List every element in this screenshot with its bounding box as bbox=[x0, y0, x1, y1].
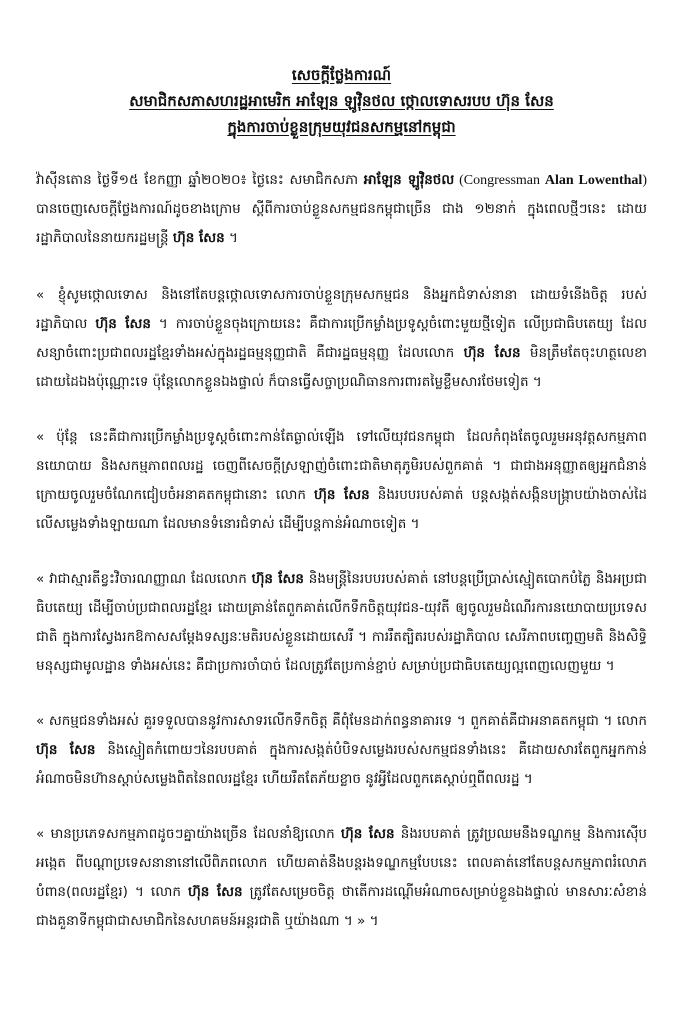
quote-text: និងស្មៀតកំពោយៗនៃរបបគាត់ ក្នុងការសង្កត់បំបិទសម្លេងរបស់សកម្មជនទាំងនេះ គឺដោយសារតែពួកអ្នកកាន់អំណាចមិនហ៊ានស្ដាប់សម្លេងពិតនៃពលរដ្ឋខ្មែរ ហើយរឹតតែភ័យខ្លាច នូវអ្វីដែលពួកគេស្ដាប់ឮពីពលរដ្ឋ ។ bbox=[36, 742, 647, 787]
quote-text: « វាជាស្មារតីខ្វះវិចារណញ្ញាណ ដែលលោក bbox=[36, 571, 252, 587]
congressman-name-kh: អាឡែន ឡូវ៉ិនថល bbox=[363, 172, 455, 188]
quote-paragraph-1 bbox=[36, 281, 647, 397]
quote-text: មិនត្រឹមតែចុះហត្ថលេខាដោយដៃឯងប៉ុណ្ណោះទេ ប៉ុន្តែលោកខ្លួនឯងផ្ទាល់ ក៏បានធ្វើសច្ចាប្រណិធានការពារតម្លៃខ្លឹមសារថែមទៀត ។ bbox=[36, 345, 647, 390]
intro-paragraph bbox=[36, 166, 647, 253]
intro-text-1: វ៉ាស៊ីនតោន ថ្ងៃទី១៥ ខែកញ្ញា ឆ្នាំ២០២០៖ ថ្ងៃនេះ សមាជិកសភា bbox=[36, 172, 364, 188]
statement-title bbox=[36, 62, 647, 140]
prime-minister-name: ហ៊ុន សែន bbox=[172, 230, 225, 246]
hun-sen-name: ហ៊ុន សែន bbox=[36, 742, 96, 758]
quote-text: « ប៉ុន្តែ នេះគឺជាការប្រើកម្លាំងប្រទូស្តចំពោះកាន់តែធ្ងាល់ឡើង ទៅលើយុវជនកម្ពុជា ដែលកំពុងតែចូលរួមអនុវត្តសកម្មភាពនយោបាយ និងសកម្មភាពពលរដ្ឋ ចេញពីសេចក្ដីស្រឡាញ់ចំពោះជាតិមាតុភូមិរបស់ពួកគាត់ ។ ជាជាងអនុញ្ញាតឲ្យអ្នកជំនាន់ក្រោយចូលរួមចំណែកជៀបចំអនាគតកម្ពុជានោះ លោក bbox=[36, 429, 647, 503]
quote-text: ។ ការចាប់ខ្លួនចុងក្រោយនេះ គឺជាការប្រើកម្លាំងប្រទូស្តចំពោះមួយថ្មីទៀត លើប្រជាធិបតេយ្យ ដែលសន្យាចំពោះប្រជាពលរដ្ឋខ្មែរទាំងអស់ក្នុងរដ្ឋធម្មនុញ្ញជាតិ គឺជារដ្ឋធម្មនុញ្ញ ដែលលោក bbox=[36, 316, 647, 361]
quote-text: និងរបបគាត់ ត្រូវប្រឈមនឹងទណ្ឌកម្ម និងការស៊ើបអង្កេត ពីបណ្ដាប្រទេសនានានៅលើពិភពលោក ហើយគាត់នឹងបន្តរងទណ្ឌកម្មបែបនេះ ពេលគាត់នៅតែបន្តសកម្មភាពរំលោភបំពាន(ពលរដ្ឋខ្មែរ) ។ លោក bbox=[36, 826, 647, 900]
title-line-3: ក្នុងការចាប់ខ្លួនក្រុមយុវជនសកម្មនៅកម្ពុជា bbox=[227, 118, 456, 136]
hun-sen-name: ហ៊ុន សែន bbox=[314, 487, 370, 503]
quote-text: ត្រូវតែសម្រេចចិត្ត ថាតើការដណ្ដើមអំណាចសម្រាប់ខ្លួនឯងផ្ទាល់ មានសារៈសំខាន់ជាងគួនាទីកម្ពុជាជាសមាជិកនៃសហគមន៍អន្តរជាតិ ឬយ៉ាងណា ។ » ។ bbox=[36, 884, 647, 929]
intro-text-end: ។ bbox=[224, 230, 238, 246]
quote-paragraph-2 bbox=[36, 423, 647, 539]
title-line-2: សមាជិកសភាសហរដ្ឋអាមេរិក អាឡែន ឡូវ៉ិនថល ថ្កោលទោសរបប ហ៊ុន សែន bbox=[129, 92, 554, 110]
quote-text: « សកម្មជនទាំងអស់ គួរទទួលបាននូវការសាទរលើកទឹកចិត្ត គឺពុំមែនដាក់ពន្ធនាគារទេ ។ ពួកគាត់គឺជាអនាគតកម្ពុជា ។ លោក bbox=[36, 713, 647, 729]
hun-sen-name: ហ៊ុន សែន bbox=[251, 571, 304, 587]
quote-paragraph-5 bbox=[36, 820, 647, 936]
hun-sen-name: ហ៊ុន សែន bbox=[95, 316, 151, 332]
quote-text: និងមន្ត្រីនៃរបបរបស់គាត់ នៅបន្តប្រើប្រាស់ស្មៀតបោកបំភ្លៃ និងអប្រជាធិបតេយ្យ ដើម្បីចាប់ប្រជាពលរដ្ឋខ្មែរ ដោយគ្រាន់តែពួកគាត់លើកទឹកចិត្តយុវជន-យុវតី ឲ្យចូលរួមដំណើរការនយោបាយប្រទេសជាតិ ក្នុងការស្វែងរកឱកាសសម្ដែងទស្សនៈមតិរបស់ខ្លួនដោយសេរី ។ ការរឹតត្បិតរបស់រដ្ឋាភិបាល សេរីភាពបញ្ចេញមតិ និងសិទ្ធិមនុស្សជាមូលដ្ឋាន ទាំងអស់នេះ គឺជាប្រការចាំបាច់ ដែលត្រូវតែប្រកាន់ខ្ជាប់ សម្រាប់ប្រជាធិបតេយ្យល្អពេញលេញមួយ ។ bbox=[36, 571, 647, 674]
hun-sen-name: ហ៊ុន សែន bbox=[340, 826, 395, 842]
intro-text-2: បានចេញសេចក្ដីថ្លែងការណ៍ដូចខាងក្រោម ស្ដីពីការចាប់ខ្លួនសកម្មជនកម្ពុជាច្រើន ជាង ១២នាក់ ក្នុងពេលថ្មីៗនេះ ដោយរដ្ឋាភិបាលនៃនាយករដ្ឋមន្ត្រី bbox=[36, 201, 647, 246]
hun-sen-name: ហ៊ុន សែន bbox=[463, 345, 521, 361]
hun-sen-name: ហ៊ុន សែន bbox=[187, 884, 243, 900]
quote-text: « មានប្រភេទសកម្មភាពដូចៗគ្នាយ៉ាងច្រើន ដែលនាំឱ្យលោក bbox=[36, 826, 341, 842]
quote-text: និងរបបរបស់គាត់ បន្តសង្កត់សង្កិនបង្ក្រាបយ៉ាងចាស់ដៃ លើសម្លេងទាំងឡាយណា ដែលមានទំនោរជំទាស់ ដើម្បីបន្តកាន់អំណាចទៀត ។ bbox=[36, 487, 647, 532]
quote-paragraph-4 bbox=[36, 707, 647, 794]
title-line-1: សេចក្ដីថ្លែងការណ៍ bbox=[291, 66, 392, 84]
quote-paragraph-3 bbox=[36, 565, 647, 681]
congressman-name-latin: (Congressman Alan Lowenthal) bbox=[454, 173, 647, 188]
quote-text: « ខ្ញុំសូមថ្កោលទោស និងនៅតែបន្តថ្កោលទោសការចាប់ខ្លួនក្រុមសកម្មជន និងអ្នកជំទាស់នានា ដោយទំនើងចិត្ត របស់រដ្ឋាភិបាល bbox=[36, 287, 647, 332]
